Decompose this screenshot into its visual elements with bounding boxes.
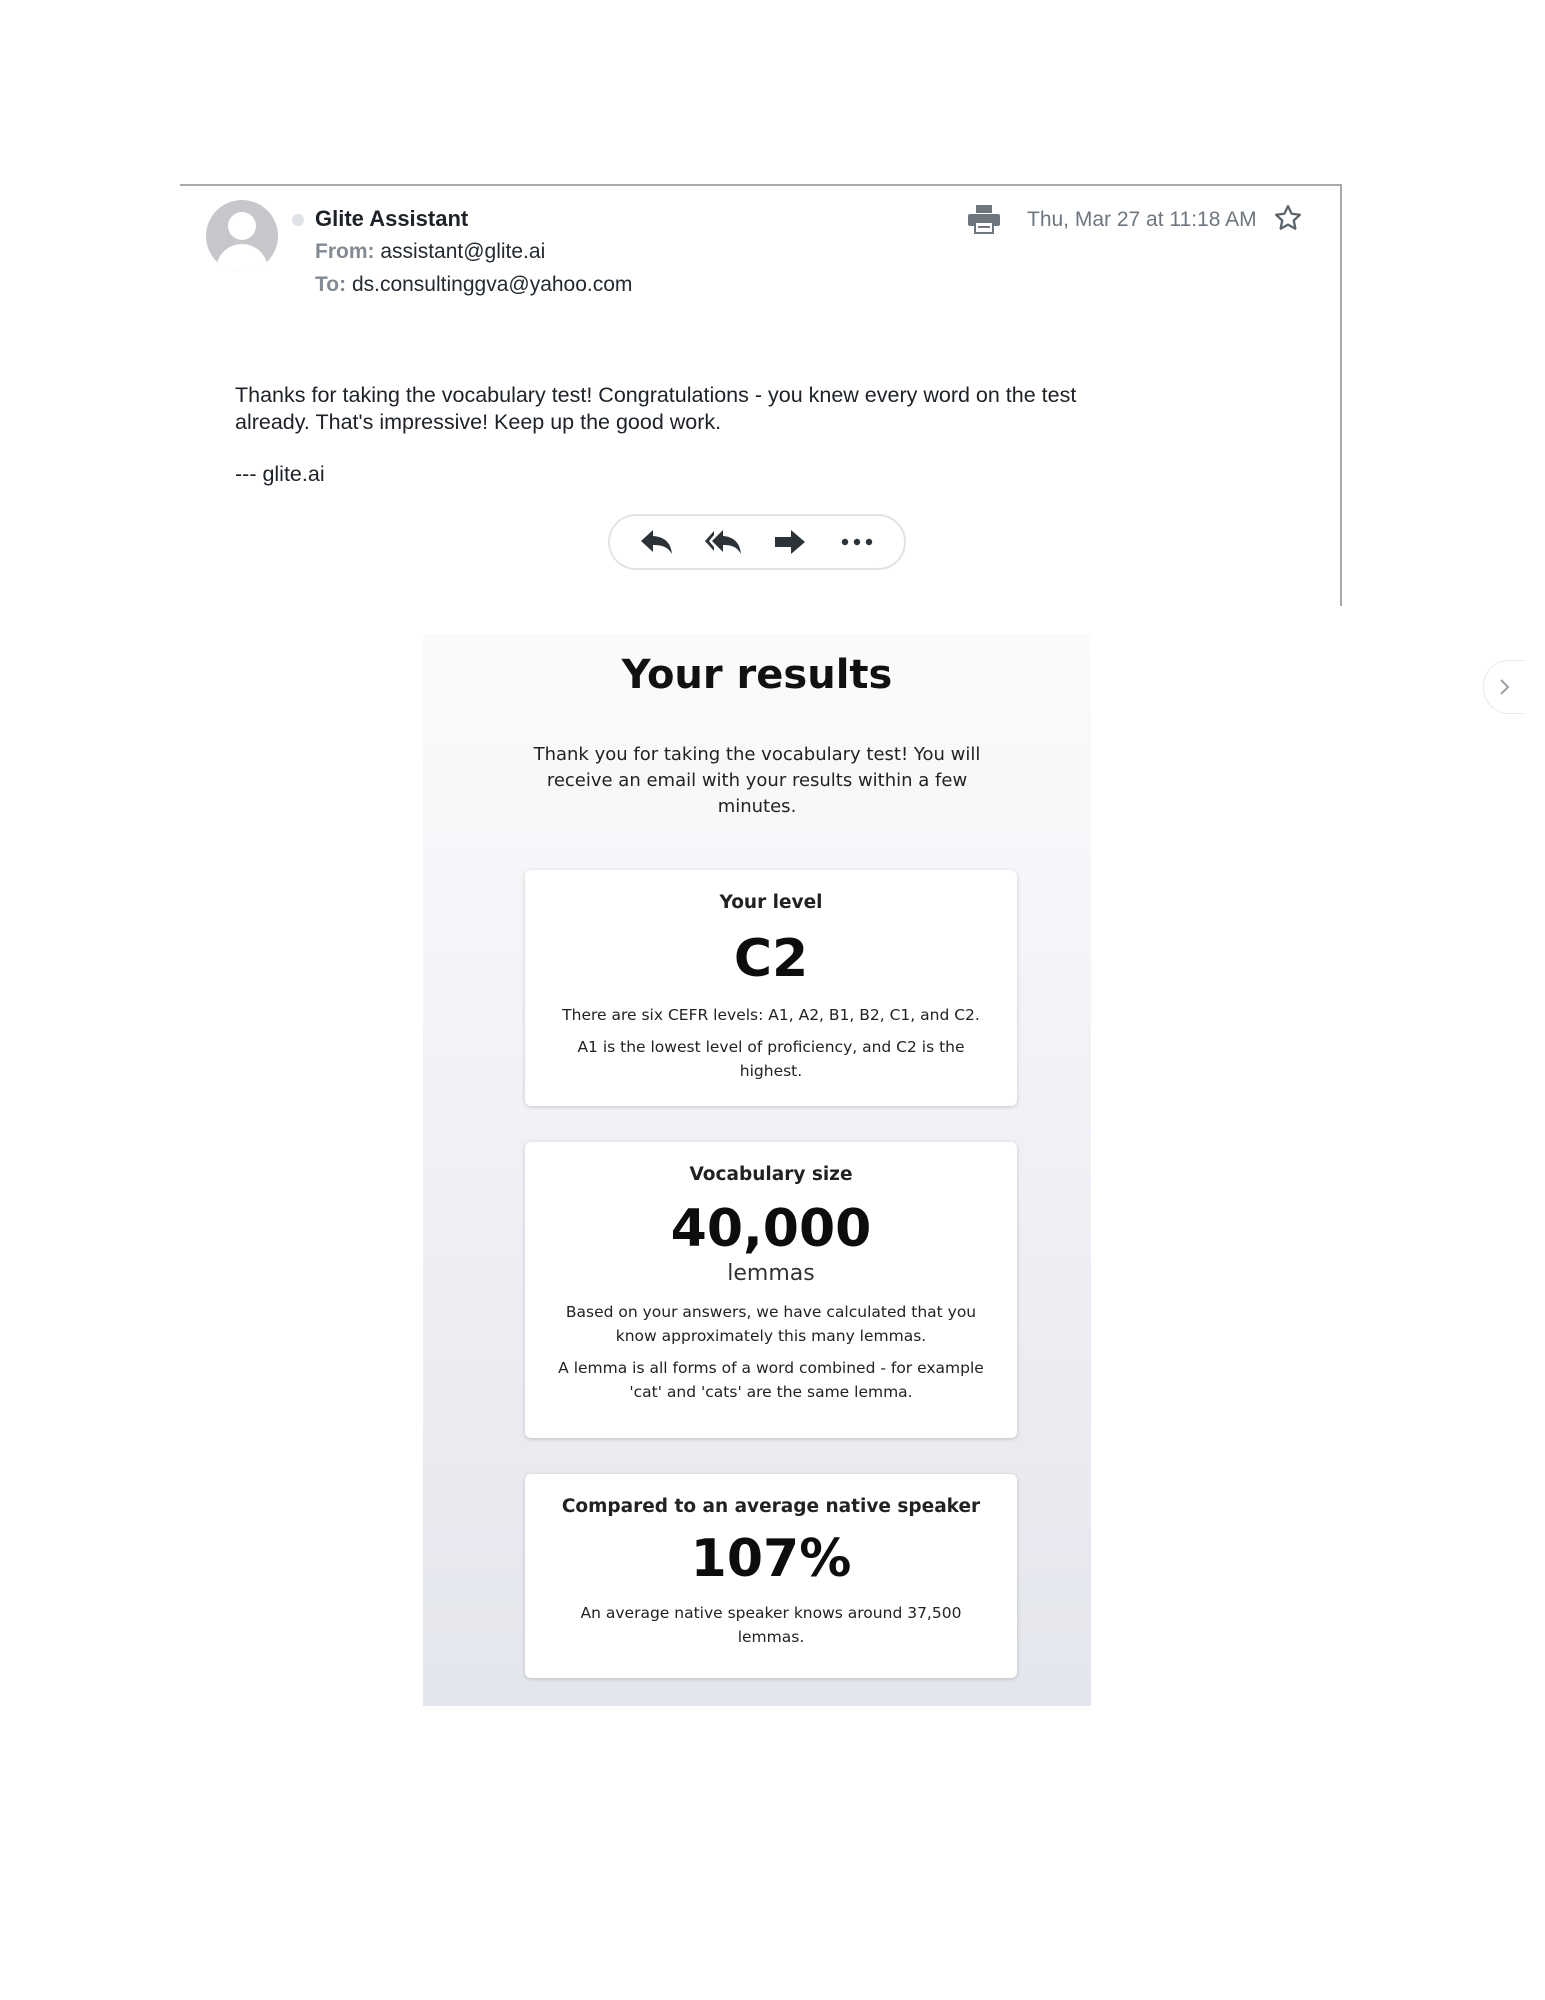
results-panel	[423, 634, 1091, 1706]
vocabulary-note: A lemma is all forms of a word combined - for example 'cat' and 'cats' are the same lemma.	[558, 1359, 984, 1401]
message-action-bar	[608, 514, 906, 570]
from-address[interactable]: assistant@glite.ai	[380, 240, 546, 263]
forward-icon	[773, 528, 807, 556]
native-comparison-card	[525, 1474, 1017, 1678]
vocabulary-unit: lemmas	[727, 1261, 815, 1286]
forward-button[interactable]	[770, 522, 810, 562]
more-icon	[840, 537, 874, 547]
print-icon[interactable]	[967, 204, 1001, 234]
sender-name: Glite Assistant	[315, 206, 469, 231]
reply-button[interactable]	[637, 522, 677, 562]
reply-icon	[640, 528, 674, 556]
message-date: Thu, Mar 27 at 11:18 AM	[1027, 208, 1257, 231]
native-value: 107%	[690, 1529, 852, 1589]
level-card	[525, 870, 1017, 1106]
star-icon[interactable]	[1273, 203, 1303, 233]
vocabulary-label: Vocabulary size	[689, 1164, 853, 1185]
vocabulary-card	[525, 1142, 1017, 1438]
from-line	[315, 240, 545, 264]
reply-all-icon	[704, 528, 744, 556]
level-note: A1 is the lowest level of proficiency, and C2 is the highest.	[577, 1038, 965, 1080]
level-note: There are six CEFR levels: A1, A2, B1, B2, C1, and C2.	[562, 1006, 980, 1024]
to-line	[315, 273, 632, 297]
status-dot	[292, 214, 304, 226]
from-label: From:	[315, 240, 375, 263]
next-message-button[interactable]	[1483, 660, 1524, 714]
results-intro: Thank you for taking the vocabulary test! You will receive an email with your results within a few minutes.	[533, 744, 981, 817]
level-label: Your level	[719, 892, 823, 913]
level-value: C2	[733, 929, 809, 989]
results-title: Your results	[621, 652, 893, 698]
to-address[interactable]: ds.consultinggva@yahoo.com	[351, 273, 633, 296]
vocabulary-value: 40,000	[670, 1199, 872, 1259]
email-message-panel	[180, 184, 1342, 606]
reply-all-button[interactable]	[704, 522, 744, 562]
vocabulary-note: Based on your answers, we have calculated that you know approximately this many lemmas.	[565, 1303, 977, 1345]
native-label: Compared to an average native speaker	[561, 1496, 981, 1517]
to-label: To:	[315, 273, 347, 296]
more-button[interactable]	[837, 522, 877, 562]
chevron-right-icon	[1497, 677, 1511, 697]
avatar-icon	[206, 200, 278, 272]
native-note: An average native speaker knows around 37,500 lemmas.	[580, 1604, 962, 1646]
message-signature: --- glite.ai	[235, 462, 325, 486]
message-body: Thanks for taking the vocabulary test! Congratulations - you knew every word on the test already. That's impressive! Keep up the good work.	[235, 383, 1077, 434]
